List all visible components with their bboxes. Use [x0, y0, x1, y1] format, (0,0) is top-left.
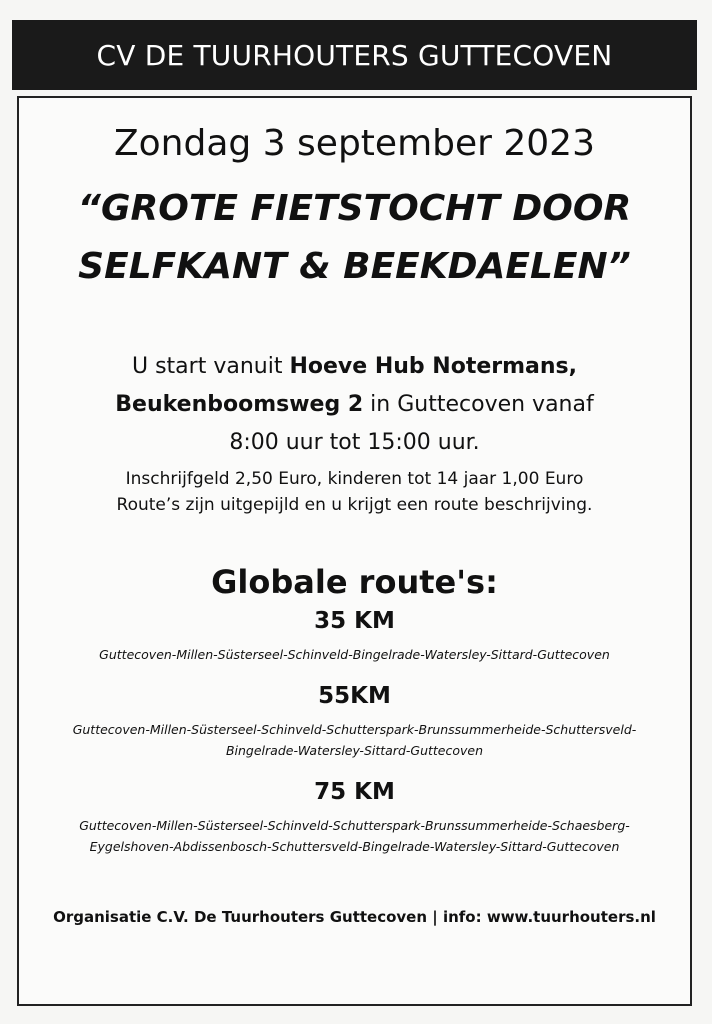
- route-description: [19, 815, 690, 857]
- fee-line: Inschrijfgeld 2,50 Euro, kinderen tot 14 jaar 1,00 Euro: [125, 469, 584, 489]
- event-name-line2: SELFKANT & BEEKDAELEN”: [78, 246, 631, 287]
- event-name: [19, 180, 690, 296]
- route-distance: 75 KM: [314, 779, 395, 805]
- flyer-content-box: [17, 96, 692, 1006]
- start-times: 8:00 uur tot 15:00 uur.: [229, 430, 480, 455]
- event-date: Zondag 3 september 2023: [113, 123, 595, 164]
- route-description-line2: Bingelrade-Watersley-Sittard-Guttecoven: [225, 743, 484, 758]
- route-description-line1: Guttecoven-Millen-Süsterseel-Schinveld-Schutterspark-Brunssummerheide-Schaesberg-: [79, 818, 630, 833]
- start-suffix: in Guttecoven vanaf: [363, 392, 594, 417]
- event-name-line1: “GROTE FIETSTOCHT DOOR: [77, 188, 632, 229]
- route-description: [19, 644, 690, 665]
- start-venue: Hoeve Hub Notermans,: [289, 354, 577, 379]
- route-distance: 35 KM: [314, 608, 395, 634]
- route-distance: 55KM: [318, 683, 391, 709]
- route-description: [19, 719, 690, 761]
- header-banner: [12, 20, 697, 90]
- fee-info: [19, 466, 690, 518]
- route-description-line2: Eygelshoven-Abdissenbosch-Schuttersveld-Bingelrade-Watersley-Sittard-Guttecoven: [89, 839, 620, 854]
- route-marking-line: Route’s zijn uitgepijld en u krijgt een route beschrijving.: [116, 495, 593, 515]
- start-prefix: U start vanuit: [132, 354, 290, 379]
- route-description-line1: Guttecoven-Millen-Süsterseel-Schinveld-Bingelrade-Watersley-Sittard-Guttecoven: [99, 647, 610, 662]
- club-name: CV DE TUURHOUTERS GUTTECOVEN: [96, 38, 613, 72]
- start-line1: [19, 348, 690, 386]
- route-description-line1: Guttecoven-Millen-Süsterseel-Schinveld-Schutterspark-Brunssummerheide-Schuttersveld-: [72, 722, 637, 737]
- start-line2: [19, 386, 690, 424]
- routes-heading: Globale route's:: [211, 563, 498, 601]
- start-street: Beukenboomsweg 2: [115, 392, 364, 417]
- organisation-footer: Organisatie C.V. De Tuurhouters Guttecoven | info: www.tuurhouters.nl: [53, 908, 656, 926]
- start-info: [19, 348, 690, 462]
